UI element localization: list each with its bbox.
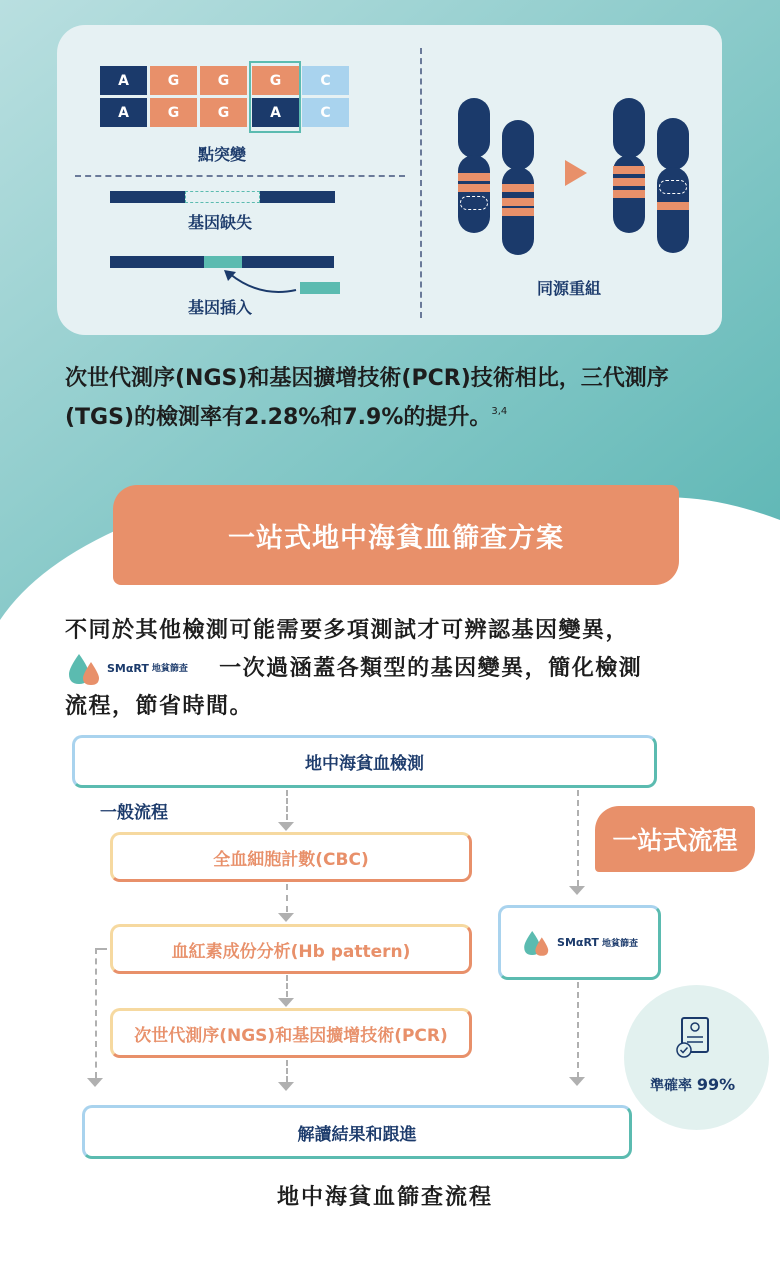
connector-line — [286, 884, 288, 912]
insertion-label: 基因插入 — [188, 298, 253, 317]
base-cell: G — [200, 98, 247, 127]
chromosome — [613, 98, 645, 233]
drop-logo-icon — [521, 929, 553, 957]
insert-piece — [300, 282, 340, 294]
base-cell: A — [100, 66, 147, 95]
play-arrow-icon — [563, 158, 589, 188]
arrow-down-icon — [87, 1078, 103, 1087]
description-paragraph — [65, 612, 735, 726]
connector-line — [577, 790, 579, 886]
smart-logo — [65, 652, 210, 686]
base-cell: G — [252, 66, 299, 95]
chromosome — [458, 98, 490, 233]
logo-brand: SMαRT — [557, 936, 599, 949]
thalassemia-test-box: 地中海貧血檢測 — [72, 735, 657, 788]
logo-brand: SMαRT — [107, 662, 149, 675]
arrow-down-icon — [569, 886, 585, 895]
accuracy-value: 99% — [696, 1075, 736, 1094]
connector-line — [286, 975, 288, 997]
logo-cn: 地貧篩查 — [151, 664, 188, 674]
gene-bar — [260, 191, 335, 203]
connector-line — [95, 948, 97, 1078]
curved-arrow-icon — [220, 268, 300, 298]
description-emphasis: 簡化檢測 — [548, 656, 643, 681]
certificate-icon — [672, 1015, 718, 1061]
chromosome — [657, 118, 689, 253]
intro-paragraph — [65, 362, 735, 434]
base-cell: G — [150, 98, 197, 127]
base-cell: C — [302, 98, 349, 127]
base-cell: G — [200, 66, 247, 95]
connector-line — [286, 790, 288, 820]
connector-line — [95, 948, 107, 950]
reference-mark: 3,4 — [491, 406, 508, 417]
intro-text: 次世代測序(NGS)和基因擴增技術(PCR)技術相比，三代測序(TGS)的檢測率有2.28%和7.9%的提升。 — [65, 366, 669, 430]
figure-caption: 地中海貧血篩查流程 — [276, 1185, 493, 1210]
base-cell: C — [302, 66, 349, 95]
description-line-1: 不同於其他檢測可能需要多項測試才可辨認基因變異， — [65, 618, 630, 643]
arrow-down-icon — [278, 822, 294, 831]
inserted-segment — [204, 256, 242, 268]
ngs-pcr-step-box: 次世代測序(NGS)和基因擴增技術(PCR) — [110, 1008, 472, 1058]
recombination-label: 同源重組 — [537, 279, 602, 298]
result-followup-box: 解讀結果和跟進 — [82, 1105, 632, 1159]
arrow-down-icon — [278, 1082, 294, 1091]
arrow-down-icon — [569, 1077, 585, 1086]
general-process-label: 一般流程 — [100, 803, 168, 823]
divider — [75, 175, 405, 177]
one-stop-process-tag: 一站式流程 — [595, 806, 755, 872]
base-cell: A — [100, 98, 147, 127]
chromosome — [502, 120, 534, 255]
arrow-down-icon — [278, 998, 294, 1007]
drop-logo-icon — [65, 652, 105, 686]
arrow-down-icon — [278, 913, 294, 922]
connector-line — [577, 982, 579, 1078]
point-mutation-label: 點突變 — [198, 145, 247, 164]
smart-process-box — [498, 905, 661, 980]
divider — [420, 48, 422, 318]
gene-bar — [110, 256, 204, 268]
section-banner: 一站式地中海貧血篩查方案 — [113, 485, 679, 585]
mutation-highlight — [249, 61, 301, 133]
hb-pattern-step-box: 血紅素成份分析(Hb pattern) — [110, 924, 472, 974]
deleted-segment — [185, 191, 260, 203]
connector-line — [286, 1060, 288, 1082]
accuracy-text — [650, 1075, 735, 1095]
description-line-3: 流程，節省時間。 — [65, 694, 254, 719]
deletion-label: 基因缺失 — [188, 213, 253, 232]
logo-cn: 地貧篩查 — [601, 939, 638, 949]
base-cell: A — [252, 98, 299, 127]
description-line-2: 一次過涵蓋各類型的基因變異， — [219, 656, 549, 681]
gene-bar — [110, 191, 185, 203]
accuracy-label: 準確率 — [650, 1078, 692, 1094]
base-cell: G — [150, 66, 197, 95]
gene-bar — [242, 256, 334, 268]
cbc-step-box: 全血細胞計數(CBC) — [110, 832, 472, 882]
